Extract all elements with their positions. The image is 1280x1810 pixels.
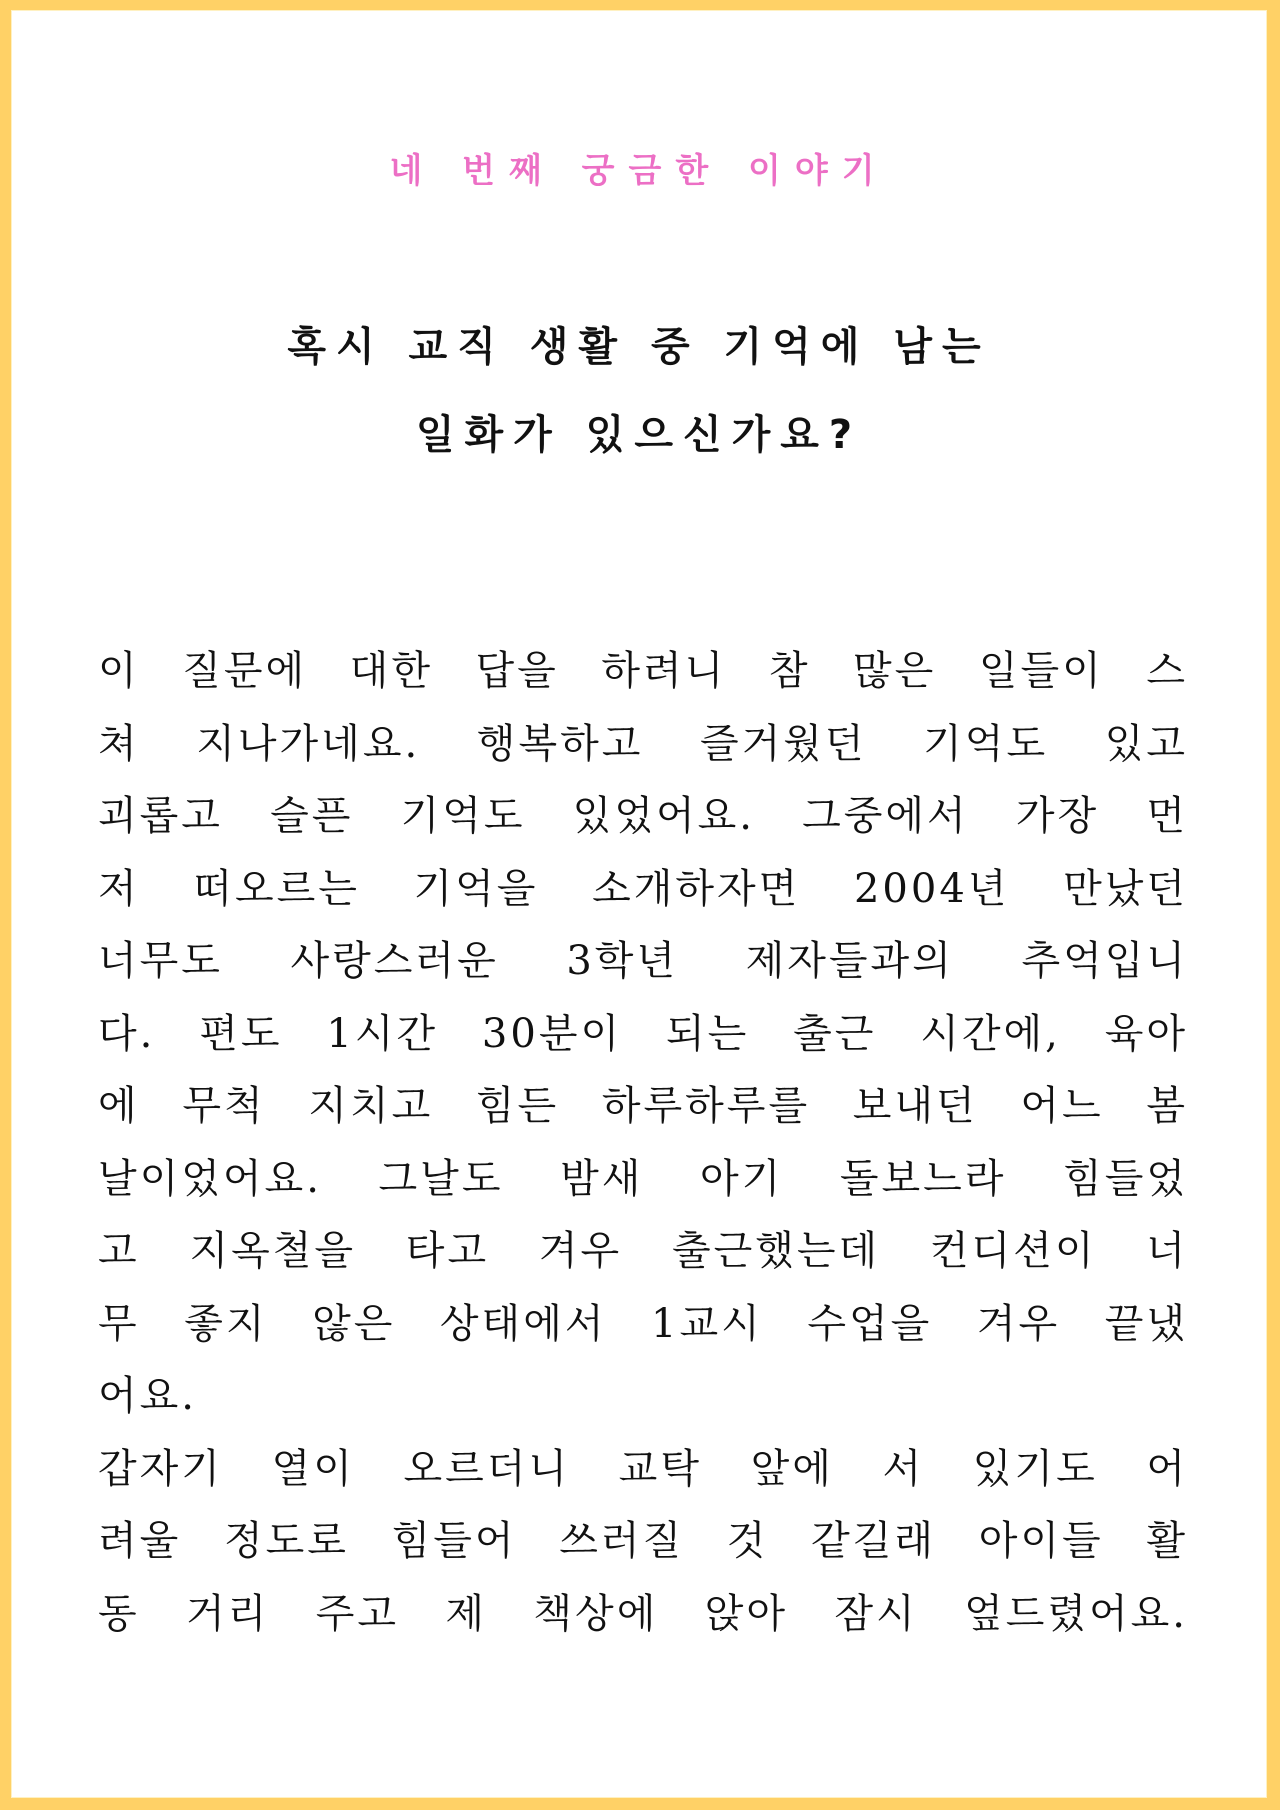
body-line: 고 지옥철을 타고 겨우 출근했는데 컨디션이 너 [98, 1228, 1188, 1274]
answer-body [98, 635, 1188, 1650]
body-line: 이 질문에 대한 답을 하려니 참 많은 일들이 스 [98, 648, 1188, 694]
body-line: 괴롭고 슬픈 기억도 있었어요. 그중에서 가장 먼 [98, 793, 1188, 839]
body-line: 무 좋지 않은 상태에서 1교시 수업을 겨우 끝냈 [98, 1300, 1188, 1347]
body-line: 갑자기 열이 오르더니 교탁 앞에 서 있기도 어 [98, 1445, 1188, 1492]
body-line: 어요. [98, 1373, 197, 1419]
body-line: 려울 정도로 힘들어 쓰러질 것 같길래 아이들 활 [98, 1518, 1188, 1564]
body-line: 쳐 지나가네요. 행복하고 즐거웠던 기억도 있고 [98, 720, 1188, 767]
body-line: 에 무척 지치고 힘든 하루하루를 보내던 어느 봄 [98, 1083, 1188, 1129]
question-heading [12, 303, 1266, 479]
question-line: 혹시 교직 생활 중 기억에 남는 [287, 324, 991, 370]
body-line: 날이었어요. 그날도 밤새 아기 돌보느라 힘들었 [98, 1155, 1188, 1202]
page-card [12, 11, 1266, 1797]
body-line: 저 떠오르는 기억을 소개하자면 2004년 만났던 [98, 865, 1188, 912]
body-line: 너무도 사랑스러운 3학년 제자들과의 추억입니 [98, 938, 1188, 984]
question-line: 일화가 있으신가요? [415, 412, 863, 458]
body-line: 다. 편도 1시간 30분이 되는 출근 시간에, 육아 [98, 1010, 1188, 1057]
section-subtitle: 네 번째 궁금한 이야기 [389, 151, 889, 191]
body-line: 동 거리 주고 제 책상에 앉아 잠시 엎드렸어요. [98, 1590, 1188, 1637]
